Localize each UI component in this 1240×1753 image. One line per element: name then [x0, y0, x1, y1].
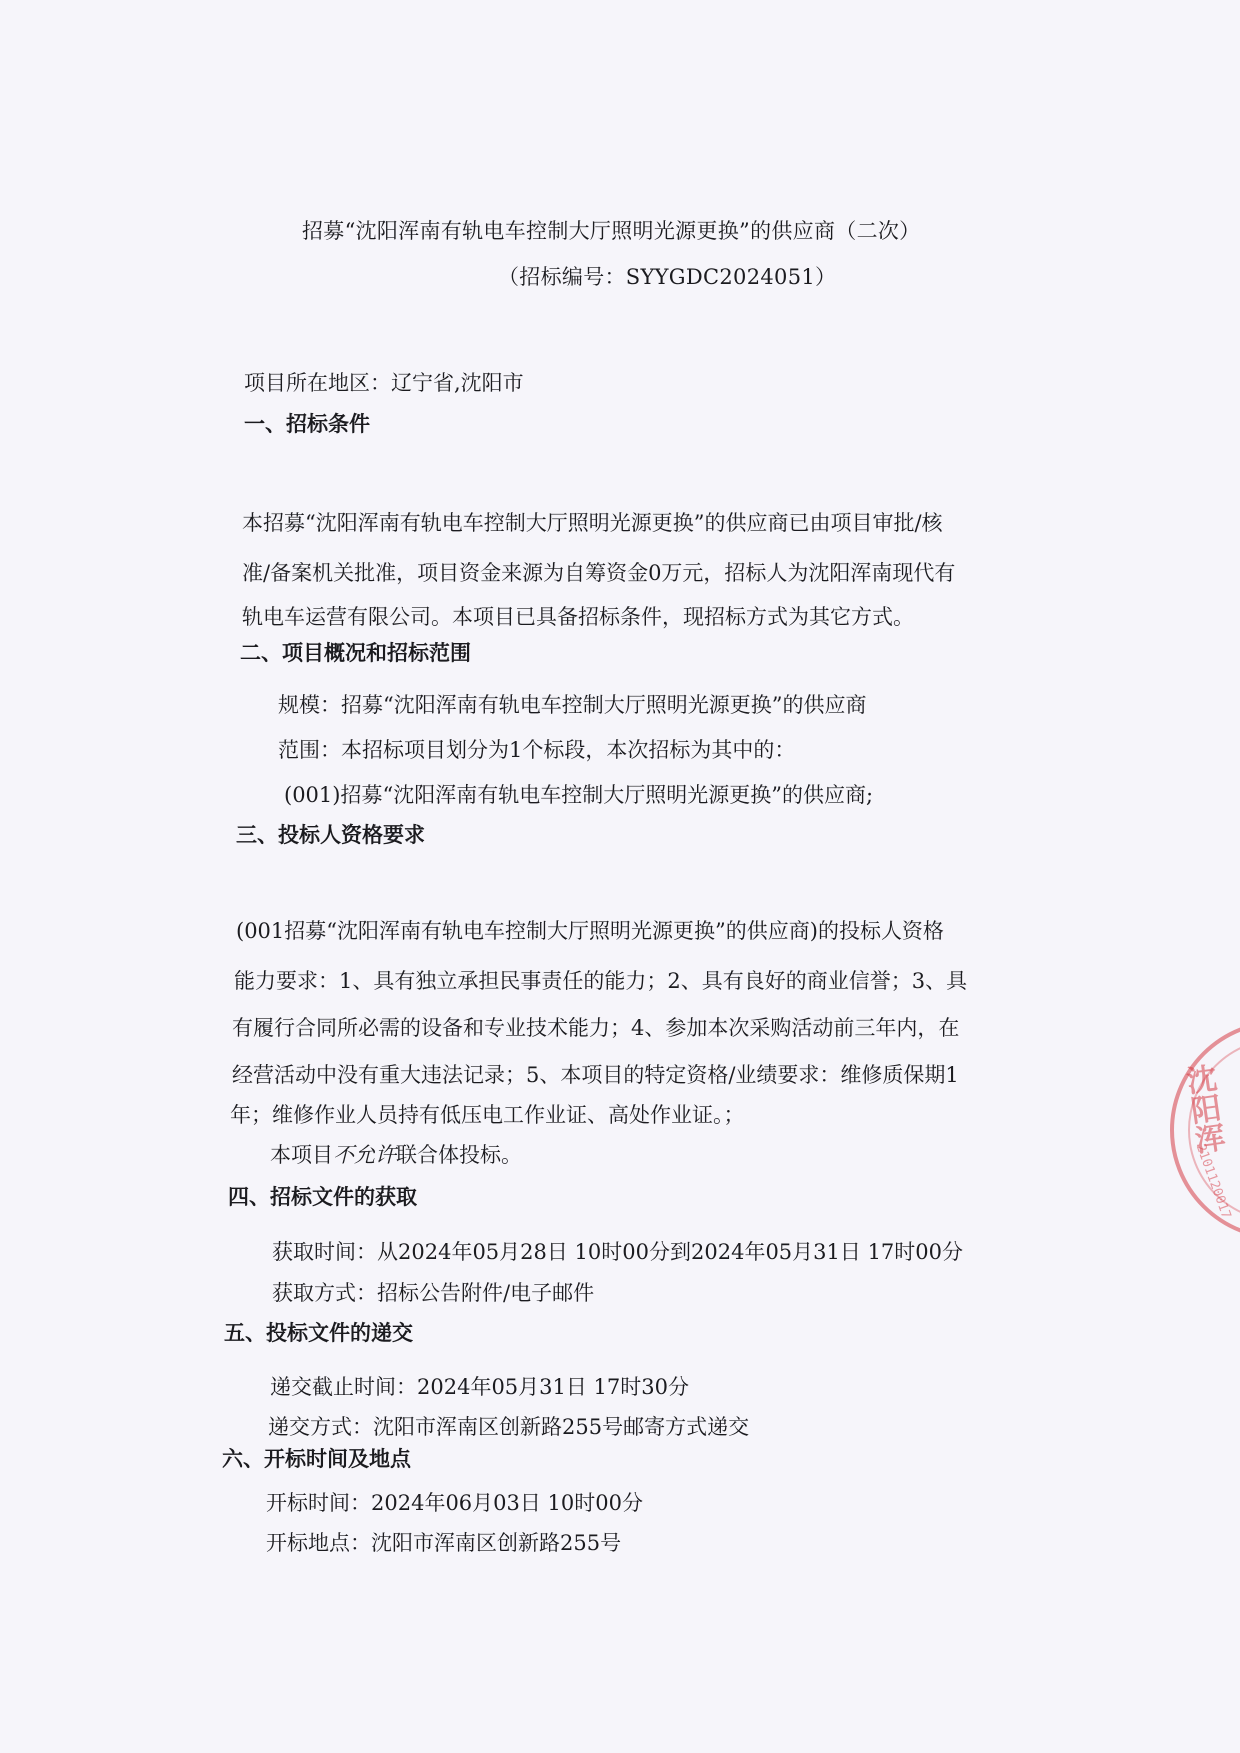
seal-text: 沈阳浑	[1178, 1061, 1227, 1156]
section-heading-3: 三、投标人资格要求	[236, 823, 425, 847]
section-heading-1: 一、招标条件	[244, 412, 370, 436]
project-scale: 规模：招募“沈阳浑南有轨电车控制大厅照明光源更换”的供应商	[278, 693, 867, 717]
project-location: 项目所在地区：辽宁省,沈阳市	[244, 371, 524, 395]
consortium-prefix: 本项目	[270, 1143, 333, 1167]
section-heading-5: 五、投标文件的递交	[224, 1321, 413, 1345]
section-3-paragraph-line: (001招募“沈阳浑南有轨电车控制大厅照明光源更换”的供应商)的投标人资格	[236, 919, 944, 943]
consortium-suffix: 联合体投标。	[396, 1143, 522, 1167]
company-seal	[1170, 1020, 1240, 1240]
seal-number: 2101120017	[1192, 1142, 1234, 1221]
project-lot: (001)招募“沈阳浑南有轨电车控制大厅照明光源更换”的供应商;	[284, 783, 874, 807]
section-3-paragraph-line: 能力要求：1、具有独立承担民事责任的能力；2、具有良好的商业信誉；3、具	[234, 969, 968, 993]
document-acquisition-time: 获取时间：从2024年05月28日 10时00分到2024年05月31日 17时00分	[272, 1240, 964, 1264]
section-1-paragraph-line: 本招募“沈阳浑南有轨电车控制大厅照明光源更换”的供应商已由项目审批/核	[242, 511, 943, 535]
consortium-not-allowed: 不允许	[333, 1143, 396, 1167]
consortium-statement	[270, 1140, 522, 1170]
section-heading-4: 四、招标文件的获取	[228, 1185, 417, 1209]
section-1-paragraph-line: 准/备案机关批准，项目资金来源为自筹资金0万元，招标人为沈阳浑南现代有	[242, 561, 956, 585]
opening-place: 开标地点：沈阳市浑南区创新路255号	[266, 1531, 622, 1555]
section-heading-6: 六、开标时间及地点	[222, 1447, 411, 1471]
section-3-paragraph-line: 经营活动中没有重大违法记录；5、本项目的特定资格/业绩要求：维修质保期1	[232, 1063, 959, 1087]
opening-time: 开标时间：2024年06月03日 10时00分	[266, 1491, 644, 1515]
submission-method: 递交方式：沈阳市浑南区创新路255号邮寄方式递交	[268, 1415, 750, 1439]
document-title: 招募“沈阳浑南有轨电车控制大厅照明光源更换”的供应商（二次）	[302, 219, 921, 243]
section-heading-2: 二、项目概况和招标范围	[240, 641, 471, 665]
tender-number: （招标编号：SYYGDC2024051）	[498, 265, 837, 289]
project-range: 范围：本招标项目划分为1个标段，本次招标为其中的：	[278, 738, 796, 762]
section-1-paragraph-line: 轨电车运营有限公司。本项目已具备招标条件，现招标方式为其它方式。	[242, 605, 914, 629]
document-acquisition-method: 获取方式：招标公告附件/电子邮件	[272, 1281, 595, 1305]
section-3-paragraph-line: 年；维修作业人员持有低压电工作业证、高处作业证。；	[230, 1103, 745, 1127]
section-3-paragraph-line: 有履行合同所必需的设备和专业技术能力；4、参加本次采购活动前三年内，在	[232, 1016, 960, 1040]
submission-deadline: 递交截止时间：2024年05月31日 17时30分	[270, 1375, 690, 1399]
